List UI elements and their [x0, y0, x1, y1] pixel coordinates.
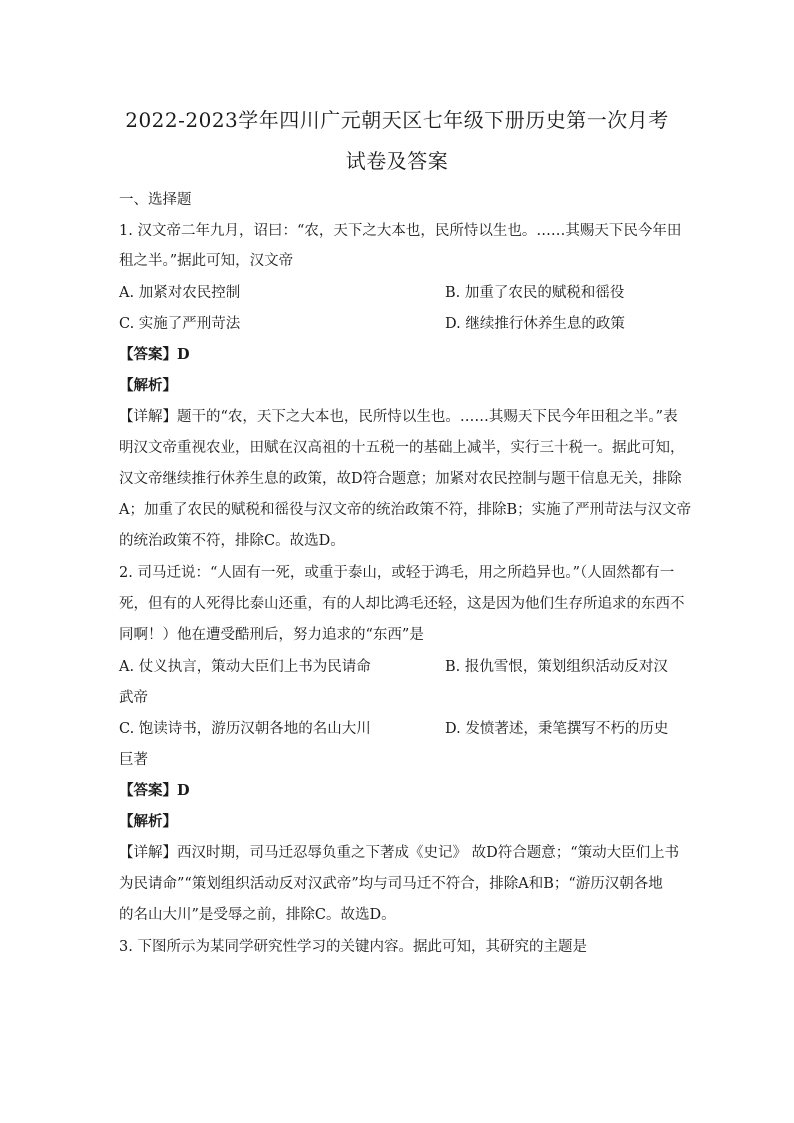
q2-answer: 【答案】D [119, 782, 190, 799]
q1-detail-line5: 的统治政策不符，排除C。故选D。 [119, 533, 345, 549]
q1-answer: 【答案】D [119, 346, 190, 363]
document-title-line2: 试卷及答案 [345, 149, 449, 173]
q2-stem-line3: 同啊！）他在遭受酷刑后，努力追求的“东西”是 [119, 627, 424, 643]
q1-detail-line3: 汉文帝继续推行休养生息的政策，故D符合题意；加紧对农民控制与题干信息无关，排除 [119, 471, 682, 487]
q2-option-b-continued: 武帝 [119, 690, 148, 706]
q1-detail-line4: A；加重了农民的赋税和徭役与汉文帝的统治政策不符，排除B；实施了严刑苛法与汉文帝 [119, 502, 692, 518]
q1-analysis-label: 【解析】 [119, 377, 177, 394]
q2-stem-line1: 2. 司马迁说：“人固有一死，或重于泰山，或轻于鸿毛，用之所趋异也。”（人固然都有一 [119, 565, 675, 581]
section-heading: 一、选择题 [119, 192, 192, 208]
q1-option-c: C. 实施了严刑苛法 [119, 316, 241, 332]
q1-detail-line1: 【详解】题干的“农，天下之大本也，民所恃以生也。……其赐天下民今年田租之半。”表 [119, 409, 678, 425]
q1-stem-line1: 1. 汉文帝二年九月，诏曰：“农，天下之大本也，民所恃以生也。……其赐天下民今年田 [119, 223, 682, 239]
q1-option-b: B. 加重了农民的赋税和徭役 [445, 285, 625, 301]
q2-detail-line3: 的名山大川”是受辱之前，排除C。故选D。 [119, 907, 396, 923]
q1-option-a: A. 加紧对农民控制 [119, 285, 241, 301]
q1-detail-line2: 明汉文帝重视农业，田赋在汉高祖的十五税一的基础上减半，实行三十税一。据此可知， [119, 440, 685, 456]
q2-detail-line1: 【详解】西汉时期，司马迁忍辱负重之下著成《史记》 故D符合题意；“策动大臣们上书 [119, 845, 680, 861]
q2-detail-line2: 为民请命”“策划组织活动反对汉武帝”均与司马迁不符合，排除A和B；“游历汉朝各地 [119, 876, 663, 892]
q2-stem-line2: 死，但有的人死得比泰山还重，有的人却比鸿毛还轻，这是因为他们生存所追求的东西不 [119, 596, 685, 612]
q2-option-d-continued: 巨著 [119, 752, 148, 768]
q2-option-d: D. 发愤著述，秉笔撰写不朽的历史 [445, 721, 669, 737]
q2-option-c: C. 饱读诗书，游历汉朝各地的名山大川 [119, 721, 371, 737]
q2-analysis-label: 【解析】 [119, 813, 177, 830]
q2-option-b: B. 报仇雪恨，策划组织活动反对汉 [445, 659, 668, 675]
q3-stem: 3. 下图所示为某同学研究性学习的关键内容。据此可知，其研究的主题是 [119, 939, 587, 955]
q2-option-a: A. 仗义执言，策动大臣们上书为民请命 [119, 659, 371, 675]
q1-stem-line2: 租之半。”据此可知，汉文帝 [119, 253, 294, 269]
q1-option-d: D. 继续推行休养生息的政策 [445, 316, 625, 332]
document-title-line1: 2022-2023学年四川广元朝天区七年级下册历史第一次月考 [125, 108, 669, 132]
